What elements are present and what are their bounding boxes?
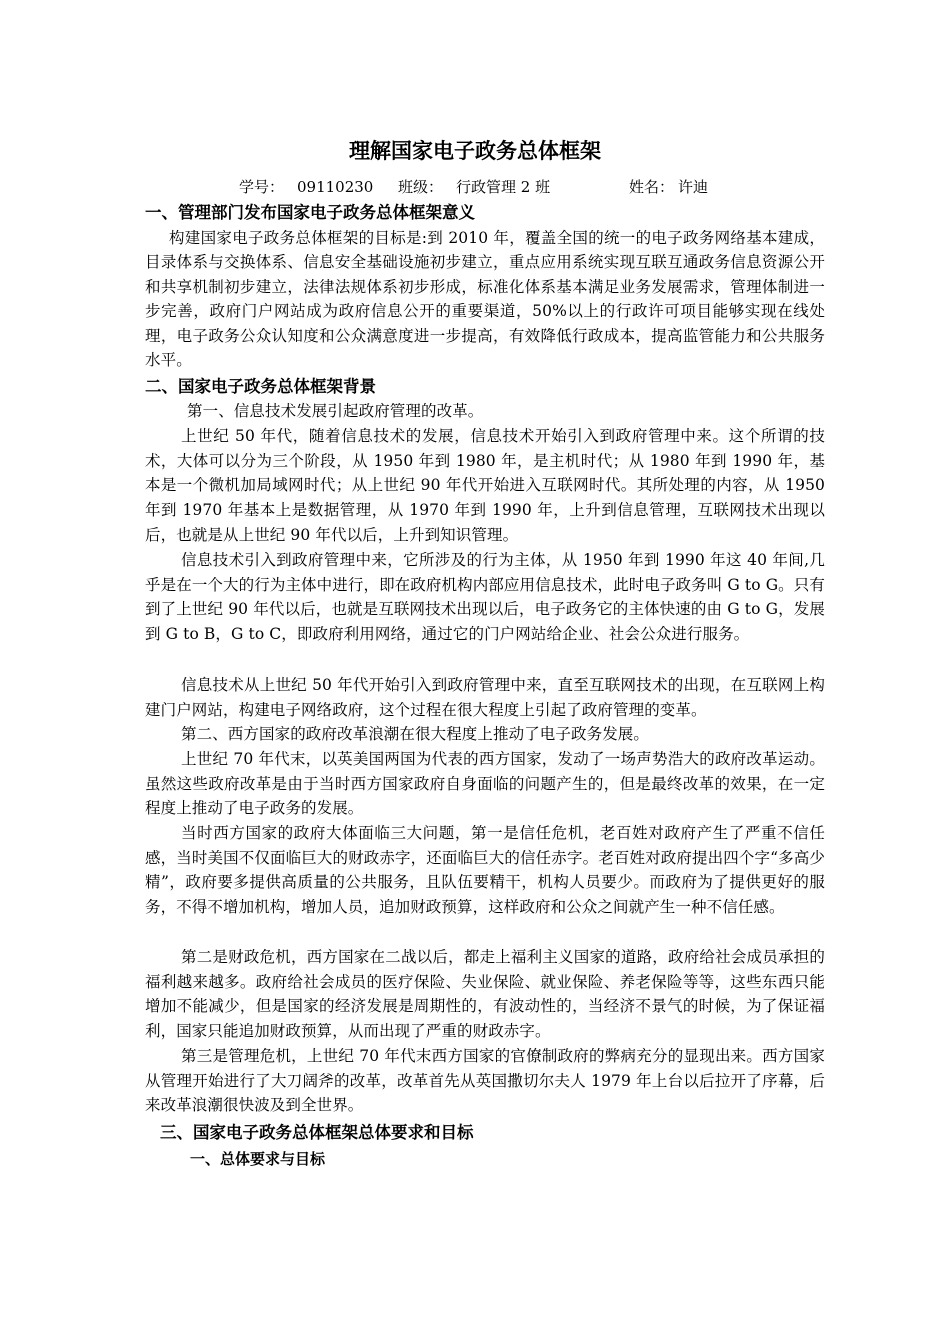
document-title: 理解国家电子政务总体框架	[349, 139, 601, 163]
student-id-value: 09110230	[297, 178, 374, 196]
name-label: 姓名：	[629, 178, 675, 196]
body-paragraph: 第一、信息技术发展引起政府管理的改革。	[187, 402, 484, 420]
class-value: 行政管理 2 班	[456, 178, 551, 196]
body-paragraph: 第二是财政危机，西方国家在二战以后，都走上福利主义国家的道路，政府给社会成员承担的福利越来越多。政府给社会成员的医疗保险、失业保险、就业保险、养老保险等等，这些东西只能增加不能减少，但是国家的经济发展是周期性的，有波动性的，当经济不景气的时候，为了保证福利，国家只能追加财政预算，从而出现了严重的财政赤字。	[145, 948, 825, 1041]
section-heading-3: 三、国家电子政务总体框架总体要求和目标	[160, 1123, 474, 1142]
name-value: 许迪	[678, 178, 709, 196]
author-info-line	[0, 175, 950, 199]
body-paragraph: 上世纪 50 年代，随着信息技术的发展，信息技术开始引入到政府管理中来。这个所谓的技术，大体可以分为三个阶段，从 1950 年到 1980 年，是主机时代；从 1980 年到 1990 年，基本是一个微机加局域网时代；从上世纪 90 年代开始进入互联网时代。其所处理的内容，从 1950 年到 1970 年基本上是数据管理，从 1970 年到 1990 年，上升到信息管理，互联网技术出现以后，也就是从上世纪 90 年代以后，上升到知识管理。	[145, 427, 825, 544]
body-paragraph: 上世纪 70 年代末，以英美国两国为代表的西方国家，发动了一场声势浩大的政府改革运动。虽然这些政府改革是由于当时西方国家政府自身面临的问题产生的，但是最终改革的效果，在一定程度上推动了电子政务的发展。	[145, 750, 825, 818]
body-paragraph: 当时西方国家的政府大体面临三大问题，第一是信任危机，老百姓对政府产生了严重不信任感，当时美国不仅面临巨大的财政赤字，还面临巨大的信任赤字。老百姓对政府提出四个字“多高少精”，政府要多提供高质量的公共服务，且队伍要精干，机构人员要少。而政府为了提供更好的服务，不得不增加机构，增加人员，追加财政预算，这样政府和公众之间就产生一种不信任感。	[145, 824, 825, 917]
body-paragraph: 第二、西方国家的政府改革浪潮在很大程度上推动了电子政务发展。	[181, 725, 650, 743]
body-paragraph: 构建国家电子政务总体框架的目标是:到 2010 年，覆盖全国的统一的电子政务网络基本建成，目录体系与交换体系、信息安全基础设施初步建立，重点应用系统实现互联互通政务信息资源公开和共享机制初步建立，法律法规体系初步形成，标准化体系基本满足业务发展需求，管理体制进一步完善，政府门户网站成为政府信息公开的重要渠道，50%以上的行政许可项目能够实现在线处理，电子政务公众认知度和公众满意度进一步提高，有效降低行政成本，提高监管能力和公共服务水平。	[145, 229, 825, 370]
subsection-heading: 一、总体要求与目标	[190, 1150, 326, 1168]
body-paragraph: 信息技术从上世纪 50 年代开始引入到政府管理中来，直至互联网技术的出现，在互联网上构建门户网站，构建电子网络政府，这个过程在很大程度上引起了政府管理的变革。	[145, 676, 825, 719]
class-label: 班级：	[398, 178, 444, 196]
body-paragraph: 第三是管理危机，上世纪 70 年代末西方国家的官僚制政府的弊病充分的显现出来。西方国家从管理开始进行了大刀阔斧的改革，改革首先从英国撒切尔夫人 1979 年上台以后拉开了序幕，后来改革浪潮很快波及到全世界。	[145, 1047, 825, 1115]
section-heading-2: 二、国家电子政务总体框架背景	[145, 377, 376, 396]
student-id-label: 学号：	[239, 178, 285, 196]
section-heading-1: 一、管理部门发布国家电子政务总体框架意义	[145, 203, 475, 222]
body-paragraph: 信息技术引入到政府管理中来，它所涉及的行为主体，从 1950 年到 1990 年这 40 年间,几乎是在一个大的行为主体中进行，即在政府机构内部应用信息技术，此时电子政务叫 G to G。只有到了上世纪 90 年代以后，也就是互联网技术出现以后，电子政务它的主体快速的由 G to G，发展到 G to B，G to C，即政府利用网络，通过它的门户网站给企业、社会公众进行服务。	[145, 551, 825, 644]
